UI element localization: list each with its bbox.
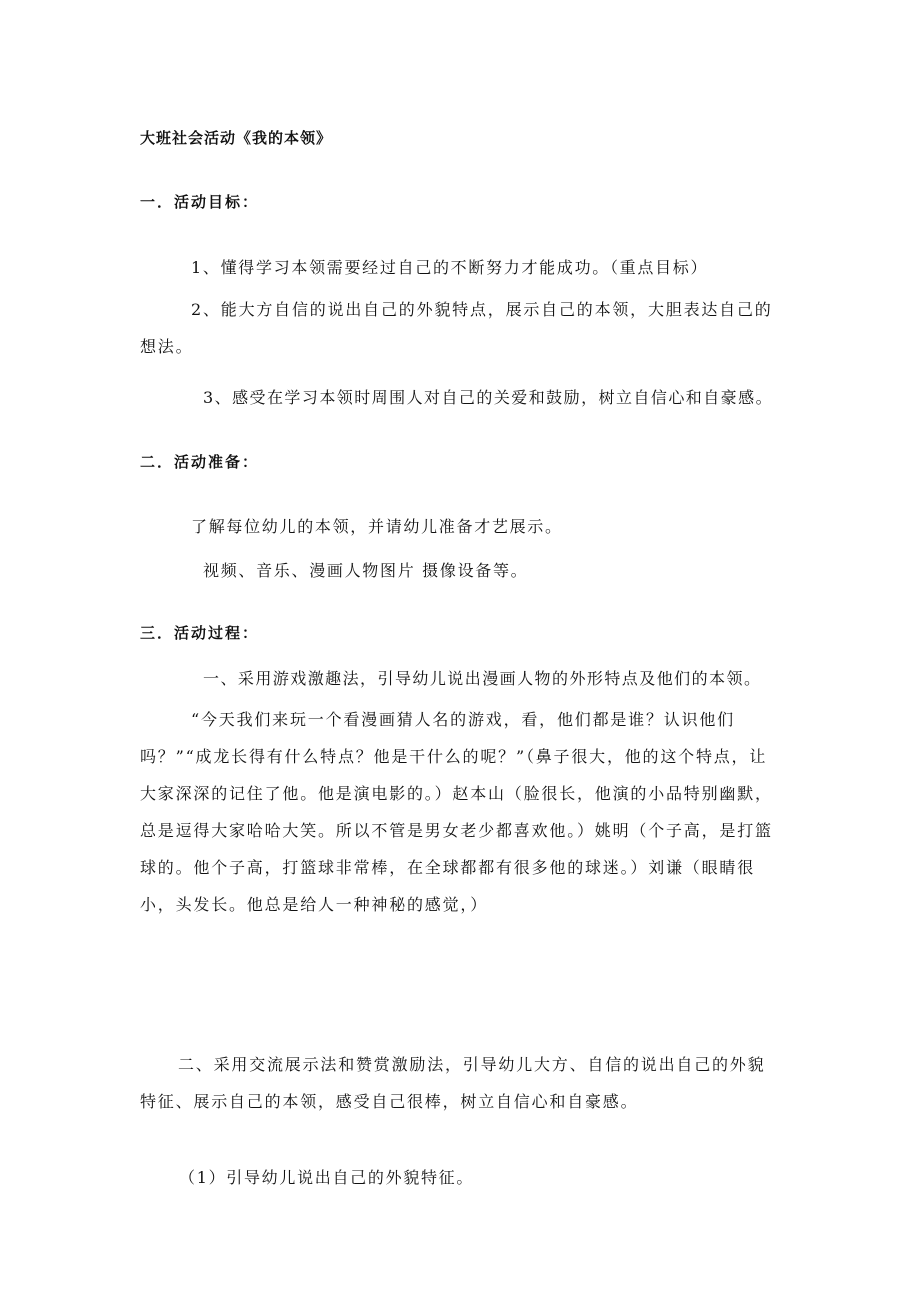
document-title: 大班社会活动《我的本领》 bbox=[140, 129, 333, 147]
section-heading-preparation: 二．活动准备： bbox=[140, 453, 260, 471]
prep-item-2: 视频、音乐、漫画人物图片 摄像设备等。 bbox=[203, 561, 529, 580]
step1-title: 一、采用游戏激趣法，引导幼儿说出漫画人物的外形特点及他们的本领。 bbox=[203, 669, 762, 688]
step2-title: 二、采用交流展示法和赞赏激励法，引导幼儿大方、自信的说出自己的外貌特征、展示自己的本领，感受自己很棒，树立自信心和自豪感。 bbox=[140, 1055, 766, 1111]
prep-item-1: 了解每位幼儿的本领，并请幼儿准备才艺展示。 bbox=[191, 517, 563, 536]
section-heading-process: 三．活动过程： bbox=[140, 624, 260, 642]
section-heading-goals: 一．活动目标： bbox=[140, 193, 260, 211]
step1-body: “今天我们来玩一个看漫画猜人名的游戏，看，他们都是谁？认识他们吗？”“成龙长得有什么特点？他是干什么的呢？”（鼻子很大，他的这个特点，让大家深深的记住了他。他是演电影的。）赵本山（脸很长，他演的小品特别幽默，总是逗得大家哈哈大笑。所以不管是男女老少都喜欢他。）姚明（个子高，是打篮球的。他个子高，打篮球非常棒，在全球都都有很多他的球迷。）刘谦（眼睛很小，头发长。他总是给人一种神秘的感觉，） bbox=[140, 710, 773, 914]
goal-item-2: 2、能大方自信的说出自己的外貌特点，展示自己的本领，大胆表达自己的想法。 bbox=[140, 300, 773, 356]
goal-item-3: 3、感受在学习本领时周围人对自己的关爱和鼓励，树立自信心和自豪感。 bbox=[203, 388, 774, 407]
goal-item-1: 1、懂得学习本领需要经过自己的不断努力才能成功。（重点目标） bbox=[191, 258, 709, 277]
step2-sub-item-1: （1）引导幼儿说出自己的外貌特征。 bbox=[179, 1168, 475, 1187]
